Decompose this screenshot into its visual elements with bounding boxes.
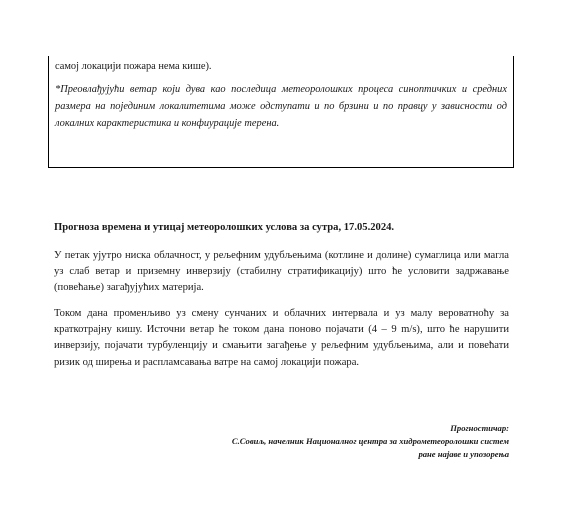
signature-block [232,422,509,461]
forecast-paragraph-2: Током дана променљиво уз смену сунчаних и облачних интервала и уз малу вероватноћу за краткотрајну кишу. Источни ветар ће током дана поново појачати (4 – 9 m/s), што ће нарушити инверзију, појачати турбуленцију и смањити загађење у рељефним удубљењима, али и повећати ризик од ширења и распламсавања ватре на самој локацији пожара. [54,308,509,368]
signature-line-1: С.Совиљ, начелник Националног центра за хидрометеоролошки систем [231,436,509,446]
signature-title: Прогностичар: [450,423,509,433]
forecast-heading: Прогноза времена и утицај метеоролошких услова за сутра, 17.05.2024. [54,222,395,233]
note-box [48,56,514,168]
signature-line-2: ране најаве и упозорења [418,449,509,459]
wind-footnote: *Преовлађујући ветар који дува као последица метеоролошких процеса синоптичких и средних размера на појединим локалитетима може одступати и по брзини и по правцу у зависности од локалних карактеристика и конфиурације терена. [55,84,507,129]
forecast-paragraph-1: У петак ујутро ниска облачност, у рељефним удубљењима (котлине и долине) сумаглица или магла уз слаб ветар и приземну инверзију (стабилну стратификацију) што ће условити задржавање (повећање) загађујућих материја. [54,250,509,294]
note-box-top-line: самој локацији пожара нема кише). [55,61,212,72]
